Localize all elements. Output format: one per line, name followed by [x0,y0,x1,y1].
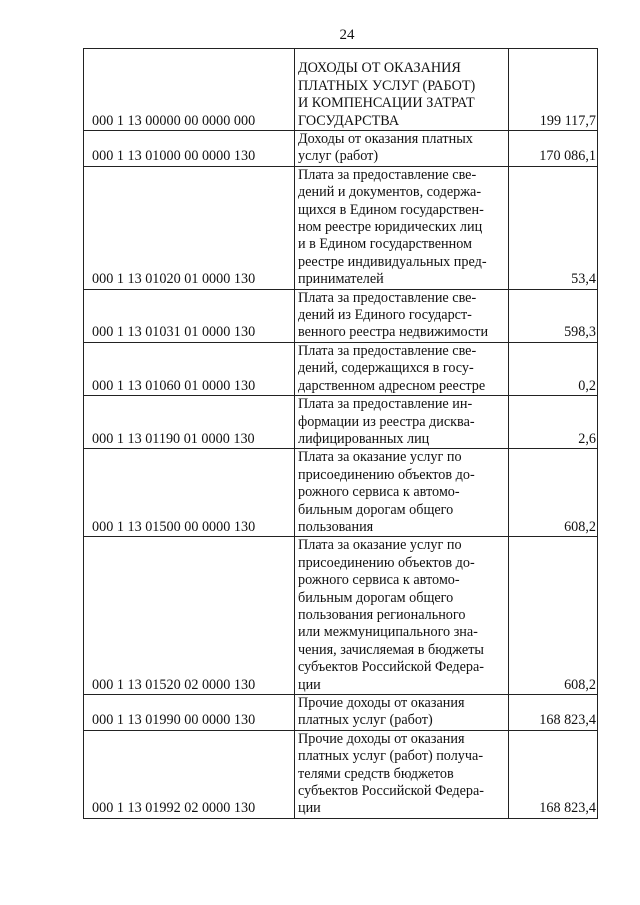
income-table [83,48,598,819]
description-line: ПЛАТНЫХ УСЛУГ (РАБОТ) [298,77,476,94]
amount-cell: 199 117,7 [509,49,598,131]
description-line: субъектов Российской Федера- [298,659,484,676]
description-line: дений из Единого государст- [298,307,472,324]
table-row [84,449,598,537]
budget-code-cell: 000 1 13 01020 01 0000 130 [84,166,295,289]
table-row [84,537,598,695]
table-row [84,342,598,395]
table-row [84,49,598,131]
description-line: дений, содержащихся в госу- [298,360,474,377]
amount-cell: 598,3 [509,289,598,342]
description-line: И КОМПЕНСАЦИИ ЗАТРАТ [298,95,475,112]
description-line: Доходы от оказания платных [298,131,473,147]
description-line: рожного сервиса к автомо- [298,484,460,501]
description-line: платных услуг (работ) [298,712,433,729]
description-line: рожного сервиса к автомо- [298,572,460,589]
description-cell [295,730,509,818]
description-cell [295,342,509,395]
description-cell [295,695,509,731]
description-line: Плата за предоставление ин- [298,396,473,413]
description-cell [295,166,509,289]
description-line: венного реестра недвижимости [298,324,489,341]
description-line: пользования [298,518,374,535]
amount-cell: 168 823,4 [509,695,598,731]
description-line: ции [298,800,321,817]
table-row [84,289,598,342]
amount-cell: 168 823,4 [509,730,598,818]
description-line: принимателей [298,271,384,288]
budget-code-cell: 000 1 13 01992 02 0000 130 [84,730,295,818]
description-line: формации из реестра дисква- [298,413,475,430]
description-line: платных услуг (работ) получа- [298,748,484,765]
description-line: лифицированных лиц [298,430,430,447]
description-line: и в Едином государственном [298,236,473,253]
description-cell [295,289,509,342]
amount-cell: 0,2 [509,342,598,395]
budget-code-cell: 000 1 13 01190 01 0000 130 [84,396,295,449]
description-line: дарственном адресном реестре [298,377,486,394]
description-line: дений и документов, содержа- [298,184,482,201]
description-cell [295,131,509,167]
description-line: присоединению объектов до- [298,554,475,571]
description-line: Прочие доходы от оказания [298,730,465,747]
budget-code-cell: 000 1 13 01990 00 0000 130 [84,695,295,731]
description-line: чения, зачисляемая в бюджеты [298,641,484,658]
description-cell [295,49,509,131]
description-line: ГОСУДАРСТВА [298,112,400,129]
budget-code-cell: 000 1 13 01000 00 0000 130 [84,131,295,167]
description-cell [295,449,509,537]
amount-cell: 608,2 [509,537,598,695]
description-line: ции [298,676,321,693]
table-row [84,730,598,818]
page-number: 24 [339,27,355,43]
amount-cell: 608,2 [509,449,598,537]
description-line: Плата за оказание услуг по [298,537,462,554]
budget-code-cell: 000 1 13 01060 01 0000 130 [84,342,295,395]
description-line: ДОХОДЫ ОТ ОКАЗАНИЯ [298,60,461,77]
amount-cell: 2,6 [509,396,598,449]
description-line: или межмуниципального зна- [298,624,478,641]
description-line: пользования регионального [298,606,466,623]
description-line: Плата за предоставление све- [298,289,477,306]
table-row [84,131,598,167]
description-line: присоединению объектов до- [298,466,475,483]
description-line: ном реестре юридических лиц [298,219,483,236]
table-row [84,396,598,449]
budget-code-cell: 000 1 13 01500 00 0000 130 [84,449,295,537]
description-line: бильным дорогам общего [298,589,454,606]
description-line: Плата за оказание услуг по [298,449,462,466]
amount-cell: 170 086,1 [509,131,598,167]
description-cell [295,396,509,449]
description-line: Плата за предоставление све- [298,342,477,359]
table-row [84,166,598,289]
table-row [84,695,598,731]
budget-code-cell: 000 1 13 01031 01 0000 130 [84,289,295,342]
description-cell [295,537,509,695]
budget-code-cell: 000 1 13 01520 02 0000 130 [84,537,295,695]
income-table-body [84,49,598,819]
amount-cell: 53,4 [509,166,598,289]
description-line: телями средств бюджетов [298,765,454,782]
description-line: субъектов Российской Федера- [298,783,484,800]
description-line: щихся в Едином государствен- [298,201,484,218]
description-line: услуг (работ) [298,148,379,165]
budget-code-cell: 000 1 13 00000 00 0000 000 [84,49,295,131]
description-line: Плата за предоставление све- [298,166,477,183]
description-line: Прочие доходы от оказания [298,695,465,711]
description-line: реестре индивидуальных пред- [298,253,487,270]
description-line: бильным дорогам общего [298,501,454,518]
